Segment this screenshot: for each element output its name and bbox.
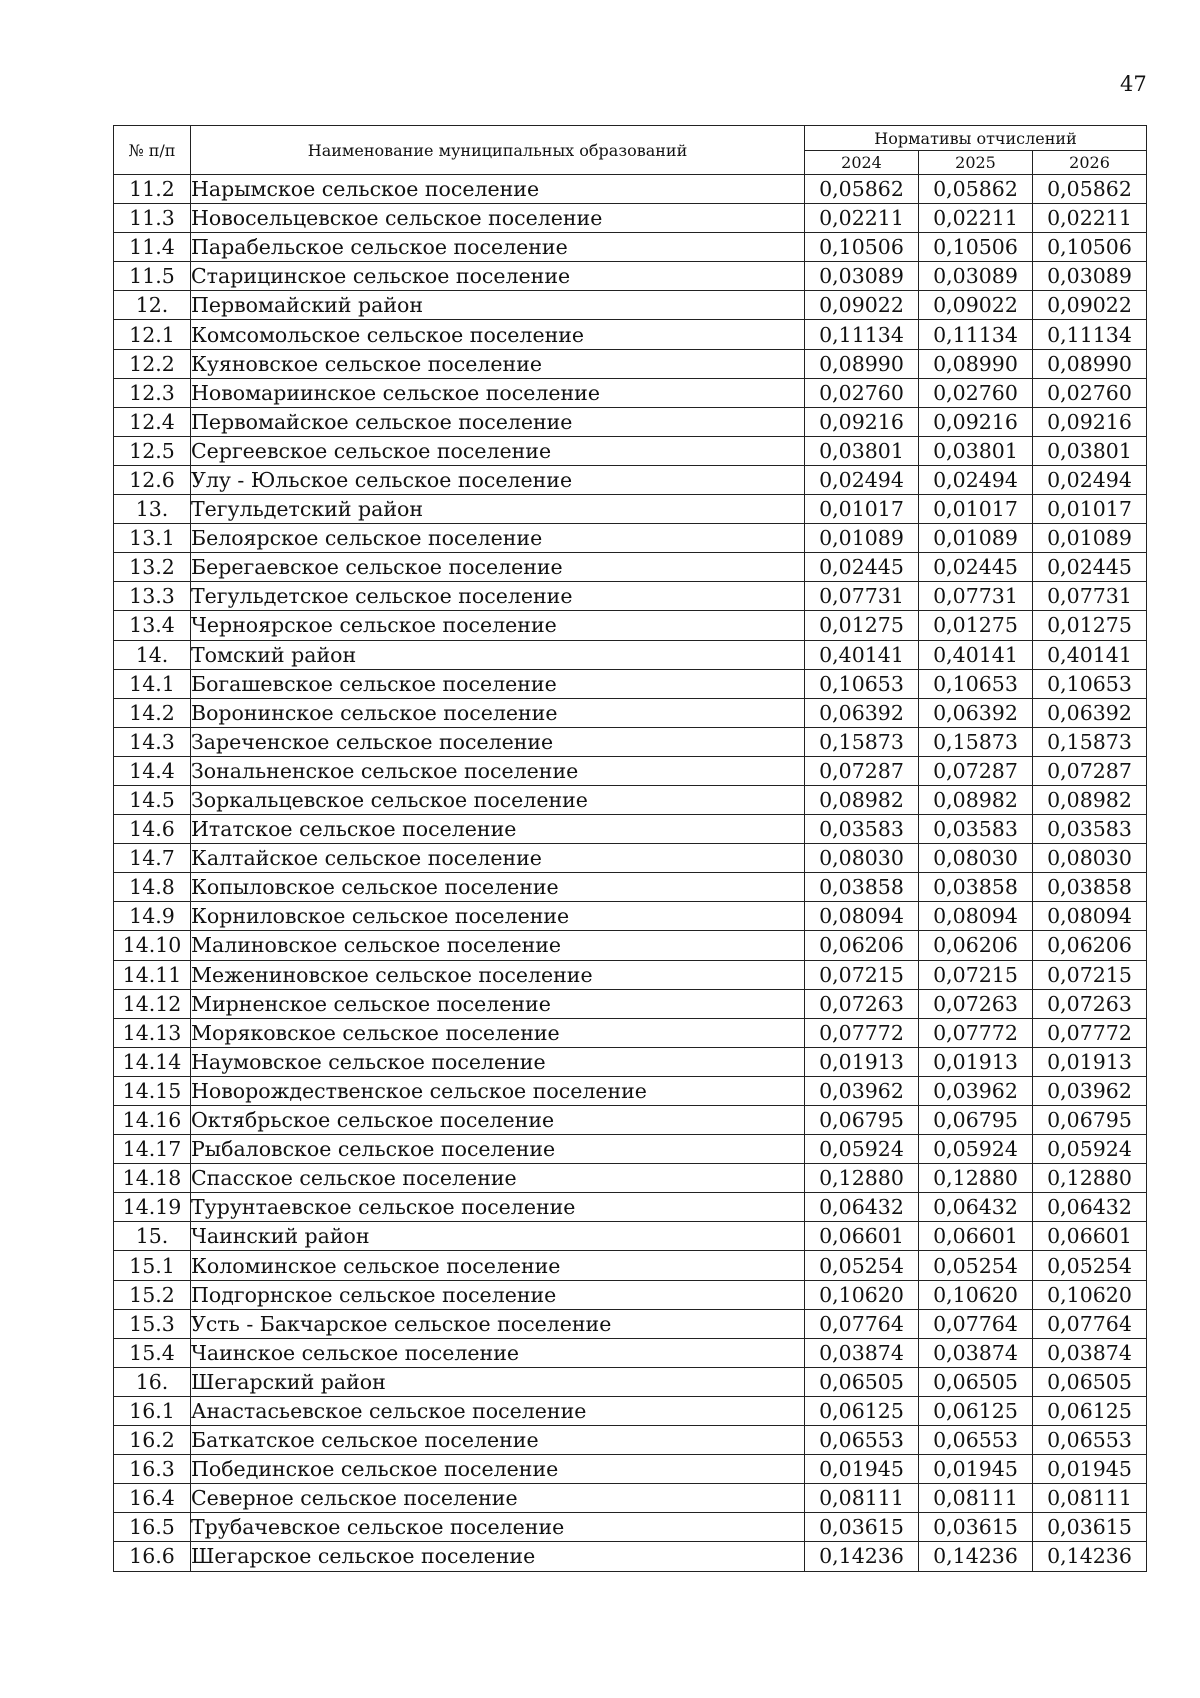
- row-value-2024: 0,07287: [805, 756, 919, 785]
- row-value-2025: 0,02494: [919, 465, 1033, 494]
- row-value-2024: 0,05254: [805, 1251, 919, 1280]
- row-value-2026: 0,06795: [1033, 1106, 1147, 1135]
- row-municipality-name: Калтайское сельское поселение: [191, 844, 805, 873]
- row-number: 16.2: [114, 1426, 191, 1455]
- row-municipality-name: Тегульдетский район: [191, 495, 805, 524]
- row-number: 14.13: [114, 1018, 191, 1047]
- row-value-2026: 0,03615: [1033, 1513, 1147, 1542]
- row-value-2025: 0,06125: [919, 1396, 1033, 1425]
- row-value-2026: 0,07764: [1033, 1309, 1147, 1338]
- row-municipality-name: Шегарское сельское поселение: [191, 1542, 805, 1571]
- table-row: [114, 1484, 1147, 1513]
- row-number: 11.2: [114, 175, 191, 204]
- row-value-2025: 0,03089: [919, 262, 1033, 291]
- table-row: [114, 1047, 1147, 1076]
- row-value-2025: 0,01913: [919, 1047, 1033, 1076]
- row-value-2026: 0,14236: [1033, 1542, 1147, 1571]
- row-number: 16.6: [114, 1542, 191, 1571]
- row-value-2025: 0,03858: [919, 873, 1033, 902]
- row-number: 14.11: [114, 960, 191, 989]
- table-row: [114, 233, 1147, 262]
- row-value-2026: 0,02760: [1033, 378, 1147, 407]
- table-row: [114, 1542, 1147, 1571]
- row-value-2026: 0,03858: [1033, 873, 1147, 902]
- row-value-2026: 0,07731: [1033, 582, 1147, 611]
- row-value-2026: 0,05924: [1033, 1135, 1147, 1164]
- row-number: 13.4: [114, 611, 191, 640]
- table-row: [114, 407, 1147, 436]
- row-value-2024: 0,03962: [805, 1076, 919, 1105]
- row-municipality-name: Берегаевское сельское поселение: [191, 553, 805, 582]
- row-number: 16.1: [114, 1396, 191, 1425]
- table-row: [114, 291, 1147, 320]
- row-value-2026: 0,08111: [1033, 1484, 1147, 1513]
- table-row: [114, 349, 1147, 378]
- row-value-2025: 0,05254: [919, 1251, 1033, 1280]
- row-number: 12.3: [114, 378, 191, 407]
- row-value-2025: 0,03962: [919, 1076, 1033, 1105]
- row-municipality-name: Рыбаловское сельское поселение: [191, 1135, 805, 1164]
- header-year-2025: 2025: [919, 151, 1033, 175]
- table-row: [114, 640, 1147, 669]
- row-value-2025: 0,08094: [919, 902, 1033, 931]
- row-value-2025: 0,03583: [919, 815, 1033, 844]
- row-value-2026: 0,03874: [1033, 1338, 1147, 1367]
- row-number: 15.3: [114, 1309, 191, 1338]
- header-year-2026: 2026: [1033, 151, 1147, 175]
- row-number: 14.6: [114, 815, 191, 844]
- row-value-2024: 0,07764: [805, 1309, 919, 1338]
- row-value-2025: 0,07287: [919, 756, 1033, 785]
- row-value-2024: 0,07731: [805, 582, 919, 611]
- row-number: 14.16: [114, 1106, 191, 1135]
- row-value-2024: 0,14236: [805, 1542, 919, 1571]
- row-municipality-name: Наумовское сельское поселение: [191, 1047, 805, 1076]
- row-value-2026: 0,10506: [1033, 233, 1147, 262]
- row-value-2024: 0,06795: [805, 1106, 919, 1135]
- table-row: [114, 698, 1147, 727]
- table-row: [114, 204, 1147, 233]
- row-value-2024: 0,11134: [805, 320, 919, 349]
- row-municipality-name: Первомайский район: [191, 291, 805, 320]
- row-value-2026: 0,06505: [1033, 1367, 1147, 1396]
- row-value-2026: 0,02211: [1033, 204, 1147, 233]
- row-value-2024: 0,03583: [805, 815, 919, 844]
- row-value-2026: 0,09216: [1033, 407, 1147, 436]
- row-municipality-name: Зоркальцевское сельское поселение: [191, 785, 805, 814]
- row-municipality-name: Зареченское сельское поселение: [191, 727, 805, 756]
- row-value-2025: 0,11134: [919, 320, 1033, 349]
- row-value-2024: 0,06601: [805, 1222, 919, 1251]
- row-value-2026: 0,08030: [1033, 844, 1147, 873]
- row-number: 11.4: [114, 233, 191, 262]
- row-value-2026: 0,06125: [1033, 1396, 1147, 1425]
- row-value-2026: 0,01089: [1033, 524, 1147, 553]
- row-municipality-name: Томский район: [191, 640, 805, 669]
- row-value-2025: 0,06206: [919, 931, 1033, 960]
- row-municipality-name: Коломинское сельское поселение: [191, 1251, 805, 1280]
- row-value-2025: 0,07772: [919, 1018, 1033, 1047]
- table-row: [114, 1280, 1147, 1309]
- row-value-2025: 0,03801: [919, 436, 1033, 465]
- row-municipality-name: Северное сельское поселение: [191, 1484, 805, 1513]
- row-municipality-name: Корниловское сельское поселение: [191, 902, 805, 931]
- row-number: 14.14: [114, 1047, 191, 1076]
- row-value-2024: 0,05862: [805, 175, 919, 204]
- row-value-2026: 0,07263: [1033, 989, 1147, 1018]
- row-value-2026: 0,03089: [1033, 262, 1147, 291]
- table-row: [114, 1396, 1147, 1425]
- row-value-2025: 0,06505: [919, 1367, 1033, 1396]
- row-number: 14.: [114, 640, 191, 669]
- row-value-2024: 0,02211: [805, 204, 919, 233]
- row-value-2026: 0,08094: [1033, 902, 1147, 931]
- row-value-2024: 0,06505: [805, 1367, 919, 1396]
- row-municipality-name: Малиновское сельское поселение: [191, 931, 805, 960]
- table-row: [114, 495, 1147, 524]
- row-municipality-name: Чаинский район: [191, 1222, 805, 1251]
- table-row: [114, 1164, 1147, 1193]
- table-row: [114, 1076, 1147, 1105]
- row-value-2025: 0,05862: [919, 175, 1033, 204]
- row-value-2026: 0,12880: [1033, 1164, 1147, 1193]
- row-municipality-name: Улу - Юльское сельское поселение: [191, 465, 805, 494]
- row-number: 14.17: [114, 1135, 191, 1164]
- row-municipality-name: Межениновское сельское поселение: [191, 960, 805, 989]
- row-value-2026: 0,06206: [1033, 931, 1147, 960]
- row-municipality-name: Воронинское сельское поселение: [191, 698, 805, 727]
- row-municipality-name: Спасское сельское поселение: [191, 1164, 805, 1193]
- row-municipality-name: Новомариинское сельское поселение: [191, 378, 805, 407]
- table-row: [114, 1193, 1147, 1222]
- row-value-2024: 0,08990: [805, 349, 919, 378]
- row-number: 16.3: [114, 1455, 191, 1484]
- row-value-2024: 0,09022: [805, 291, 919, 320]
- table-row: [114, 1251, 1147, 1280]
- table-row: [114, 902, 1147, 931]
- row-value-2025: 0,02211: [919, 204, 1033, 233]
- table-row: [114, 1367, 1147, 1396]
- table-row: [114, 1426, 1147, 1455]
- row-value-2025: 0,07215: [919, 960, 1033, 989]
- row-number: 14.10: [114, 931, 191, 960]
- row-number: 14.5: [114, 785, 191, 814]
- row-number: 15.4: [114, 1338, 191, 1367]
- table-row: [114, 320, 1147, 349]
- table-row: [114, 1309, 1147, 1338]
- row-municipality-name: Мирненское сельское поселение: [191, 989, 805, 1018]
- table-row: [114, 1513, 1147, 1542]
- row-value-2024: 0,15873: [805, 727, 919, 756]
- row-value-2025: 0,06795: [919, 1106, 1033, 1135]
- row-number: 12.: [114, 291, 191, 320]
- row-value-2024: 0,07772: [805, 1018, 919, 1047]
- row-value-2024: 0,02760: [805, 378, 919, 407]
- table-row: [114, 1222, 1147, 1251]
- row-municipality-name: Трубачевское сельское поселение: [191, 1513, 805, 1542]
- table-row: [114, 436, 1147, 465]
- row-number: 14.15: [114, 1076, 191, 1105]
- row-value-2025: 0,03615: [919, 1513, 1033, 1542]
- row-value-2025: 0,15873: [919, 727, 1033, 756]
- row-number: 14.4: [114, 756, 191, 785]
- row-value-2026: 0,06601: [1033, 1222, 1147, 1251]
- row-municipality-name: Новосельцевское сельское поселение: [191, 204, 805, 233]
- row-number: 14.1: [114, 669, 191, 698]
- row-municipality-name: Зональненское сельское поселение: [191, 756, 805, 785]
- header-number: № п/п: [114, 126, 191, 175]
- row-value-2024: 0,06432: [805, 1193, 919, 1222]
- row-value-2025: 0,02445: [919, 553, 1033, 582]
- row-number: 16.: [114, 1367, 191, 1396]
- row-value-2025: 0,10506: [919, 233, 1033, 262]
- row-municipality-name: Нарымское сельское поселение: [191, 175, 805, 204]
- row-number: 14.18: [114, 1164, 191, 1193]
- row-municipality-name: Октябрьское сельское поселение: [191, 1106, 805, 1135]
- row-value-2025: 0,07263: [919, 989, 1033, 1018]
- table-row: [114, 756, 1147, 785]
- row-value-2026: 0,07215: [1033, 960, 1147, 989]
- row-number: 16.4: [114, 1484, 191, 1513]
- row-number: 14.9: [114, 902, 191, 931]
- row-value-2025: 0,12880: [919, 1164, 1033, 1193]
- table-row: [114, 669, 1147, 698]
- row-value-2026: 0,06553: [1033, 1426, 1147, 1455]
- row-value-2024: 0,07263: [805, 989, 919, 1018]
- row-value-2026: 0,10653: [1033, 669, 1147, 698]
- table-row: [114, 175, 1147, 204]
- table-row: [114, 262, 1147, 291]
- row-municipality-name: Первомайское сельское поселение: [191, 407, 805, 436]
- row-value-2025: 0,03874: [919, 1338, 1033, 1367]
- table-body: [114, 175, 1147, 1572]
- row-value-2025: 0,09022: [919, 291, 1033, 320]
- row-value-2025: 0,14236: [919, 1542, 1033, 1571]
- row-value-2026: 0,06392: [1033, 698, 1147, 727]
- row-value-2024: 0,03858: [805, 873, 919, 902]
- row-value-2025: 0,07731: [919, 582, 1033, 611]
- row-value-2025: 0,01089: [919, 524, 1033, 553]
- row-number: 16.5: [114, 1513, 191, 1542]
- header-deduction-norms: Нормативы отчислений: [805, 126, 1147, 151]
- row-number: 11.5: [114, 262, 191, 291]
- row-value-2025: 0,40141: [919, 640, 1033, 669]
- row-value-2026: 0,08990: [1033, 349, 1147, 378]
- row-number: 13.: [114, 495, 191, 524]
- page-number: 47: [1120, 72, 1147, 96]
- row-value-2025: 0,06392: [919, 698, 1033, 727]
- row-value-2024: 0,08111: [805, 1484, 919, 1513]
- row-value-2025: 0,08990: [919, 349, 1033, 378]
- row-value-2024: 0,01913: [805, 1047, 919, 1076]
- row-value-2024: 0,02445: [805, 553, 919, 582]
- row-value-2026: 0,02445: [1033, 553, 1147, 582]
- row-municipality-name: Моряковское сельское поселение: [191, 1018, 805, 1047]
- row-value-2025: 0,05924: [919, 1135, 1033, 1164]
- row-municipality-name: Шегарский район: [191, 1367, 805, 1396]
- row-value-2025: 0,01017: [919, 495, 1033, 524]
- row-value-2024: 0,08030: [805, 844, 919, 873]
- row-value-2026: 0,05254: [1033, 1251, 1147, 1280]
- row-number: 12.2: [114, 349, 191, 378]
- row-value-2024: 0,03089: [805, 262, 919, 291]
- row-value-2024: 0,01089: [805, 524, 919, 553]
- header-municipality-name: Наименование муниципальных образований: [191, 126, 805, 175]
- table-row: [114, 844, 1147, 873]
- row-value-2024: 0,02494: [805, 465, 919, 494]
- table-row: [114, 989, 1147, 1018]
- row-value-2024: 0,07215: [805, 960, 919, 989]
- row-value-2024: 0,10653: [805, 669, 919, 698]
- row-number: 14.3: [114, 727, 191, 756]
- row-value-2025: 0,08030: [919, 844, 1033, 873]
- row-municipality-name: Турунтаевское сельское поселение: [191, 1193, 805, 1222]
- row-value-2025: 0,08111: [919, 1484, 1033, 1513]
- row-value-2026: 0,01913: [1033, 1047, 1147, 1076]
- row-value-2024: 0,08982: [805, 785, 919, 814]
- row-value-2025: 0,10653: [919, 669, 1033, 698]
- row-number: 13.1: [114, 524, 191, 553]
- row-value-2026: 0,40141: [1033, 640, 1147, 669]
- table-row: [114, 960, 1147, 989]
- row-municipality-name: Копыловское сельское поселение: [191, 873, 805, 902]
- row-value-2025: 0,07764: [919, 1309, 1033, 1338]
- row-value-2026: 0,01017: [1033, 495, 1147, 524]
- row-value-2025: 0,10620: [919, 1280, 1033, 1309]
- row-value-2024: 0,01945: [805, 1455, 919, 1484]
- table-row: [114, 611, 1147, 640]
- row-number: 14.19: [114, 1193, 191, 1222]
- table-row: [114, 582, 1147, 611]
- row-number: 11.3: [114, 204, 191, 233]
- row-number: 12.5: [114, 436, 191, 465]
- row-value-2026: 0,03962: [1033, 1076, 1147, 1105]
- row-value-2026: 0,08982: [1033, 785, 1147, 814]
- row-number: 14.12: [114, 989, 191, 1018]
- row-municipality-name: Анастасьевское сельское поселение: [191, 1396, 805, 1425]
- row-value-2026: 0,11134: [1033, 320, 1147, 349]
- row-municipality-name: Сергеевское сельское поселение: [191, 436, 805, 465]
- row-number: 14.7: [114, 844, 191, 873]
- table-row: [114, 1106, 1147, 1135]
- table-row: [114, 1455, 1147, 1484]
- row-value-2026: 0,15873: [1033, 727, 1147, 756]
- row-value-2025: 0,02760: [919, 378, 1033, 407]
- row-municipality-name: Побединское сельское поселение: [191, 1455, 805, 1484]
- row-value-2024: 0,10620: [805, 1280, 919, 1309]
- row-value-2025: 0,06553: [919, 1426, 1033, 1455]
- table-row: [114, 1338, 1147, 1367]
- row-municipality-name: Богашевское сельское поселение: [191, 669, 805, 698]
- row-municipality-name: Куяновское сельское поселение: [191, 349, 805, 378]
- row-value-2026: 0,01275: [1033, 611, 1147, 640]
- row-municipality-name: Тегульдетское сельское поселение: [191, 582, 805, 611]
- row-number: 15.2: [114, 1280, 191, 1309]
- row-value-2025: 0,06601: [919, 1222, 1033, 1251]
- row-municipality-name: Баткатское сельское поселение: [191, 1426, 805, 1455]
- row-value-2024: 0,06392: [805, 698, 919, 727]
- row-municipality-name: Итатское сельское поселение: [191, 815, 805, 844]
- row-value-2026: 0,05862: [1033, 175, 1147, 204]
- row-number: 14.8: [114, 873, 191, 902]
- row-value-2025: 0,09216: [919, 407, 1033, 436]
- row-municipality-name: Парабельское сельское поселение: [191, 233, 805, 262]
- row-value-2024: 0,01017: [805, 495, 919, 524]
- row-value-2024: 0,03874: [805, 1338, 919, 1367]
- row-value-2024: 0,03801: [805, 436, 919, 465]
- row-value-2024: 0,10506: [805, 233, 919, 262]
- row-municipality-name: Подгорнское сельское поселение: [191, 1280, 805, 1309]
- row-number: 13.2: [114, 553, 191, 582]
- row-value-2026: 0,01945: [1033, 1455, 1147, 1484]
- row-municipality-name: Усть - Бакчарское сельское поселение: [191, 1309, 805, 1338]
- table-row: [114, 524, 1147, 553]
- row-value-2026: 0,03583: [1033, 815, 1147, 844]
- table-row: [114, 785, 1147, 814]
- row-number: 13.3: [114, 582, 191, 611]
- row-value-2026: 0,07287: [1033, 756, 1147, 785]
- table-row: [114, 465, 1147, 494]
- row-municipality-name: Старицинское сельское поселение: [191, 262, 805, 291]
- table-row: [114, 1135, 1147, 1164]
- row-number: 12.1: [114, 320, 191, 349]
- row-number: 14.2: [114, 698, 191, 727]
- row-value-2025: 0,08982: [919, 785, 1033, 814]
- row-value-2025: 0,01275: [919, 611, 1033, 640]
- table-row: [114, 815, 1147, 844]
- row-value-2024: 0,06206: [805, 931, 919, 960]
- row-municipality-name: Комсомольское сельское поселение: [191, 320, 805, 349]
- table-row: [114, 378, 1147, 407]
- row-value-2024: 0,06553: [805, 1426, 919, 1455]
- table-row: [114, 553, 1147, 582]
- row-number: 12.6: [114, 465, 191, 494]
- table-row: [114, 1018, 1147, 1047]
- row-value-2024: 0,06125: [805, 1396, 919, 1425]
- row-value-2026: 0,10620: [1033, 1280, 1147, 1309]
- row-number: 15.1: [114, 1251, 191, 1280]
- row-value-2024: 0,03615: [805, 1513, 919, 1542]
- row-municipality-name: Белоярское сельское поселение: [191, 524, 805, 553]
- row-municipality-name: Черноярское сельское поселение: [191, 611, 805, 640]
- table-row: [114, 931, 1147, 960]
- row-value-2024: 0,08094: [805, 902, 919, 931]
- row-value-2026: 0,07772: [1033, 1018, 1147, 1047]
- row-value-2024: 0,09216: [805, 407, 919, 436]
- row-value-2026: 0,06432: [1033, 1193, 1147, 1222]
- row-value-2024: 0,05924: [805, 1135, 919, 1164]
- row-value-2026: 0,03801: [1033, 436, 1147, 465]
- row-value-2024: 0,12880: [805, 1164, 919, 1193]
- row-municipality-name: Чаинское сельское поселение: [191, 1338, 805, 1367]
- row-value-2025: 0,06432: [919, 1193, 1033, 1222]
- row-number: 15.: [114, 1222, 191, 1251]
- row-value-2024: 0,01275: [805, 611, 919, 640]
- header-year-2024: 2024: [805, 151, 919, 175]
- row-value-2025: 0,01945: [919, 1455, 1033, 1484]
- row-value-2026: 0,09022: [1033, 291, 1147, 320]
- deduction-norms-table: [113, 125, 1147, 1572]
- table-row: [114, 727, 1147, 756]
- row-number: 12.4: [114, 407, 191, 436]
- row-value-2024: 0,40141: [805, 640, 919, 669]
- row-municipality-name: Новорождественское сельское поселение: [191, 1076, 805, 1105]
- row-value-2026: 0,02494: [1033, 465, 1147, 494]
- table-row: [114, 873, 1147, 902]
